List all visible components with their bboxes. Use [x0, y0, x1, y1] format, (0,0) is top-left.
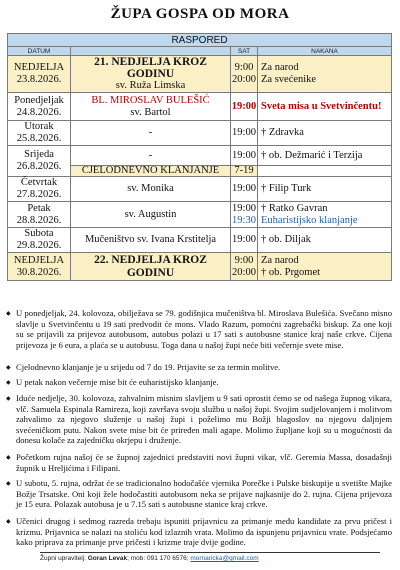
table-row — [8, 121, 392, 146]
intention: Za narod — [261, 62, 299, 73]
feast-title: sv. Monika — [127, 183, 174, 194]
saint-name: sv. Ruža Limska — [115, 80, 186, 91]
table-row — [8, 177, 392, 202]
feast-title: 22. NEDJELJA KROZ GODINU — [94, 253, 207, 279]
intention: Za narod — [261, 254, 299, 266]
date-cell — [8, 146, 71, 177]
bullet-icon: ◆ — [6, 455, 11, 461]
feast-title: 21. NEDJELJA KROZ GODINU — [94, 56, 207, 80]
intention: Sveta misa u Svetvinčentu! — [261, 100, 382, 112]
email-link[interactable]: mornaricka@gmail.com — [190, 555, 259, 562]
intention: † Filip Turk — [261, 183, 312, 194]
announcement-text: Učenici drugog i sedmog razreda trebaju ispuniti prijavnicu za primanje među kandidate za prvu pričest i krizmu. Prijavnica se nalazi na stoliću kod izlaznih vrata. Molimo da ispunjenu prijavnicu vrate. Podsjećamo kako priprava za primanje prve pričesti i krizme traje dvije godine. — [16, 516, 392, 548]
time-cell — [231, 121, 258, 146]
announcement — [6, 516, 392, 548]
announcement — [6, 478, 392, 510]
feast-title: BL. MIROSLAV BULEŠIĆ — [91, 94, 210, 106]
time-value: 19:30 — [232, 214, 256, 226]
time-value: 19:00 — [232, 149, 256, 161]
announcement — [6, 308, 392, 350]
intention-cell — [258, 202, 392, 228]
title-cell — [71, 146, 231, 166]
intention-cell — [258, 177, 392, 202]
adoration-time-cell — [231, 166, 258, 177]
phone: ; mob: 091 170 6576; — [127, 555, 189, 562]
feast-title: Mučeništvo sv. Ivana Krstitelja — [84, 234, 217, 245]
schedule-header: RASPORED — [8, 34, 392, 47]
intention: Za svećenike — [261, 74, 317, 85]
page-title: ŽUPA GOSPA OD MORA — [110, 6, 290, 22]
table-row — [8, 202, 392, 228]
intention-cell — [258, 93, 392, 121]
col-empty — [71, 47, 231, 56]
date-cell — [8, 56, 71, 93]
footer — [40, 552, 380, 562]
title-cell — [71, 253, 231, 281]
date-value: 25.8.2026. — [16, 133, 62, 144]
intention: † ob. Diljak — [261, 234, 311, 245]
date-value: 28.8.2026. — [16, 214, 62, 226]
announcement-text: Cjelodnevno klanjanje je u srijedu od 7 do 19. Prijavite se za termin molitve. — [16, 362, 281, 372]
time-value: 19:00 — [232, 127, 256, 138]
day-name: Srijeda — [24, 149, 54, 160]
schedule-table — [7, 33, 392, 281]
time-value: 20:00 — [232, 74, 256, 85]
date-cell — [8, 202, 71, 228]
date-value: 27.8.2026. — [16, 189, 62, 200]
time-cell — [231, 56, 258, 93]
col-nakana: NAKANA — [258, 47, 392, 56]
time-value: 9:00 — [234, 62, 254, 73]
date-cell — [8, 93, 71, 121]
announcement-text: U petak nakon večernje mise bit će euharistijsko klanjanje. — [16, 377, 219, 387]
time-value: 19:00 — [232, 202, 256, 214]
intention: † ob. Dežmarić i Terzija — [261, 149, 363, 161]
time-cell — [231, 202, 258, 228]
adoration-label: CJELODNEVNO KLANJANJE — [81, 165, 220, 176]
date-value: 23.8.2026. — [16, 74, 62, 85]
time-value: 9:00 — [234, 254, 254, 266]
table-row — [8, 146, 392, 166]
announcement-text: U subotu, 5. rujna, održat će se tradicionalno hodočašće vjernika Porečke i Pulske biskupije u svetište Majke Božje Trsatske. Oni koji žele hodočastiti autobusom neka se prijave najkasnije do 2. rujna. Cijena prijevoza je 15 eura. Polazak autobusa je u 7.15 sati s autobusne stanice kraj crkve. — [16, 478, 392, 510]
bullet-icon: ◆ — [6, 380, 11, 386]
feast-title: - — [148, 149, 153, 161]
date-value: 24.8.2026. — [16, 106, 62, 118]
intention-cell — [258, 121, 392, 146]
feast-title: - — [148, 127, 153, 138]
feast-title: sv. Augustin — [124, 208, 177, 220]
bullet-icon: ◆ — [6, 481, 11, 487]
announcement — [6, 393, 392, 446]
time-value: 20:00 — [232, 266, 256, 278]
time-value: 19:00 — [232, 183, 256, 194]
day-name: NEDJELJA — [13, 254, 65, 266]
title-cell — [71, 177, 231, 202]
bullet-icon: ◆ — [6, 365, 11, 371]
col-datum: DATUM — [8, 47, 71, 56]
time-cell — [231, 228, 258, 253]
day-name: Četvrtak — [20, 177, 58, 188]
table-row — [8, 253, 392, 281]
title-cell — [71, 202, 231, 228]
intention: † Ratko Gavran — [261, 202, 328, 214]
day-name: NEDJELJA — [13, 62, 65, 73]
title-cell — [71, 228, 231, 253]
col-sat: SAT — [231, 47, 258, 56]
intention: Euharistijsko klanjanje — [261, 214, 358, 226]
time-cell — [231, 253, 258, 281]
title-cell — [71, 93, 231, 121]
bullet-icon: ◆ — [6, 519, 11, 525]
time-cell — [231, 146, 258, 166]
intention-cell — [258, 228, 392, 253]
date-cell — [8, 253, 71, 281]
title-cell — [71, 56, 231, 93]
time-cell — [231, 93, 258, 121]
time-value: 19:00 — [231, 100, 257, 112]
table-row — [8, 56, 392, 93]
schedule-header-row — [8, 34, 392, 47]
bullet-icon: ◆ — [6, 396, 11, 402]
announcement-text: U ponedjeljak, 24. kolovoza, obilježava se 79. godišnjica mučeništva bl. Miroslava Bulešića. Svečano misno slavlje u Svetvinčentu u 19 sati predvodit će mons. Vlado Razum, pomoćni zagrebački biskup. Za one koji su se prijavili za prijevoz autobusom, autobus polazi u 17 sati s autobusne stanice kraj naše crkve. Cijena prijevoza je 6 eura, a plaća se u autobusu. Toga dana u našoj župi neće biti večernje svete mise. — [16, 308, 392, 350]
intention-cell — [258, 146, 392, 166]
intention: † ob. Prgomet — [261, 266, 321, 278]
table-row — [8, 93, 392, 121]
intention: † Zdravka — [261, 127, 304, 138]
title-cell — [71, 121, 231, 146]
date-value: 30.8.2026. — [16, 266, 62, 278]
time-value: 19:00 — [232, 234, 256, 245]
bullet-icon: ◆ — [6, 311, 11, 317]
date-cell — [8, 121, 71, 146]
day-name: Ponedjeljak — [14, 94, 64, 106]
column-header-row — [8, 47, 392, 56]
time-cell — [231, 177, 258, 202]
announcement — [6, 377, 392, 388]
saint-name: sv. Bartol — [130, 106, 171, 118]
announcement — [6, 452, 392, 473]
day-name: Subota — [24, 228, 54, 239]
announcement-text: Iduće nedjelje, 30. kolovoza, zahvalnim misnim slavljem u 9 sati oprostit ćemo se od našega župnog vikara, vlč. Samuela Espinala Ramireza, koji završava svoju službu u našoj župi. Svojim sudjelovanjem i molitvom zahvalimo za njegovo služenje u našoj župi i poželimo mu Božji blagoslov na njegovu daljnjem svećeničkom putu. Nakon svete mise bit će priređen mali agape. Molimo župljane koji su u mogućnosti da donesu kolače za zajedničku okrjepu i druženje. — [16, 393, 392, 446]
day-name: Utorak — [24, 121, 54, 132]
footer-label: Župni upravitelj: — [40, 555, 86, 562]
intention-cell — [258, 253, 392, 281]
empty-cell — [258, 166, 392, 177]
time-value: 7-19 — [234, 165, 254, 176]
announcement — [6, 362, 392, 373]
date-cell — [8, 228, 71, 253]
table-row — [8, 228, 392, 253]
date-value: 26.8.2026. — [16, 161, 62, 172]
date-cell — [8, 177, 71, 202]
pastor-name: Goran Levak — [87, 555, 128, 562]
day-name: Petak — [27, 202, 51, 214]
announcement-text: Početkom rujna našoj će se župnoj zajednici predstaviti novi župni vikar, vlč. Geremia Massa, dosadašnji župnik u Hreljićima i Filipani. — [16, 452, 392, 473]
date-value: 29.8.2026. — [16, 240, 62, 251]
intention-cell — [258, 56, 392, 93]
adoration-cell — [71, 166, 231, 177]
